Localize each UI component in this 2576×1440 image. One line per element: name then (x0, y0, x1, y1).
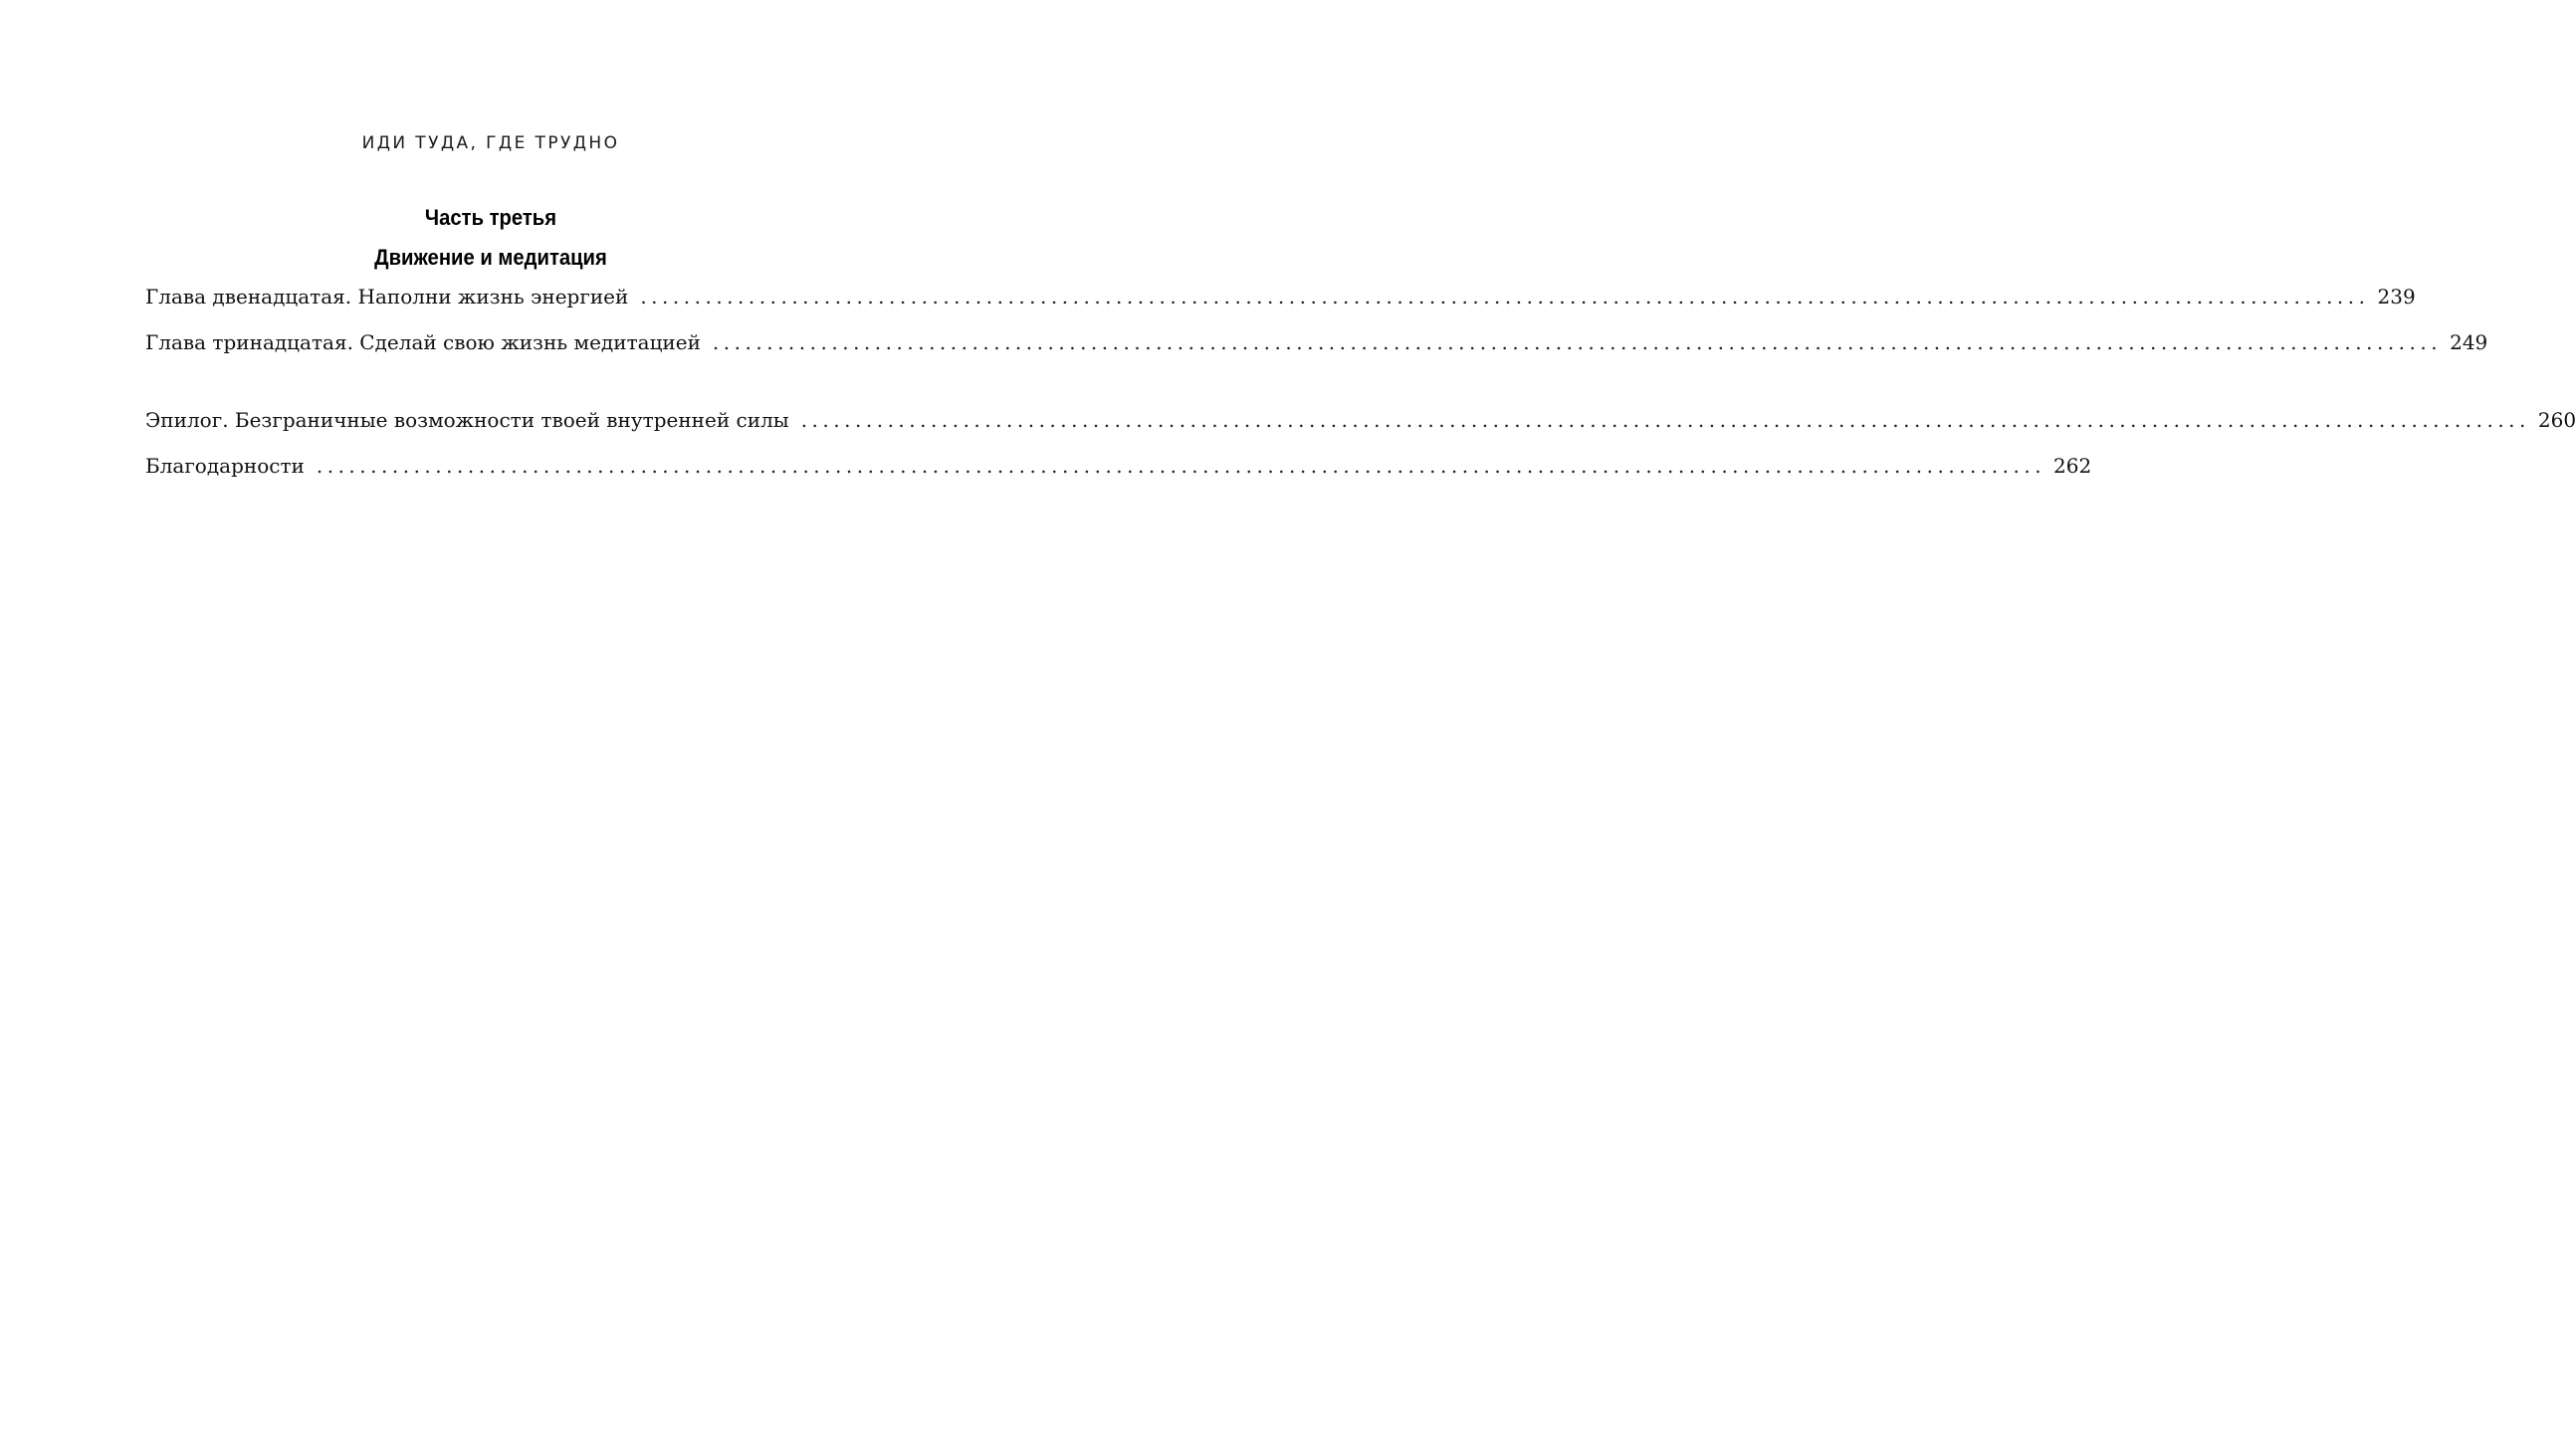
toc-leader-dots: ................................................................................................................................................................ (800, 408, 2530, 432)
toc-entry-title: Благодарности (145, 454, 305, 478)
part-label: Часть третья (424, 205, 557, 230)
toc-leader-dots: ................................................................................................................................................................ (712, 330, 2443, 354)
toc-entry (145, 454, 2092, 484)
toc-page-number: 262 (2053, 454, 2092, 478)
toc-entry (145, 330, 2488, 360)
toc-entry-title: Глава двенадцатая. Наполни жизнь энергией (145, 285, 629, 309)
toc-entry-title: Эпилог. Безграничные возможности твоей внутренней силы (145, 408, 789, 432)
toc-entry-title: Глава тринадцатая. Сделай свою жизнь медитацией (145, 330, 701, 354)
toc-page-number: 239 (2377, 285, 2416, 309)
toc-entry (145, 408, 2576, 438)
toc-leader-dots: ................................................................................................................................................................ (640, 285, 2370, 309)
toc-entry (145, 285, 2416, 314)
toc-leader-dots: ................................................................................................................................................................ (316, 454, 2046, 478)
running-header: ИДИ ТУДА, ГДЕ ТРУДНО (361, 133, 620, 153)
toc-page-number: 260 (2537, 408, 2576, 432)
part-title: Движение и медитация (374, 245, 607, 270)
toc-page-number: 249 (2450, 330, 2488, 354)
